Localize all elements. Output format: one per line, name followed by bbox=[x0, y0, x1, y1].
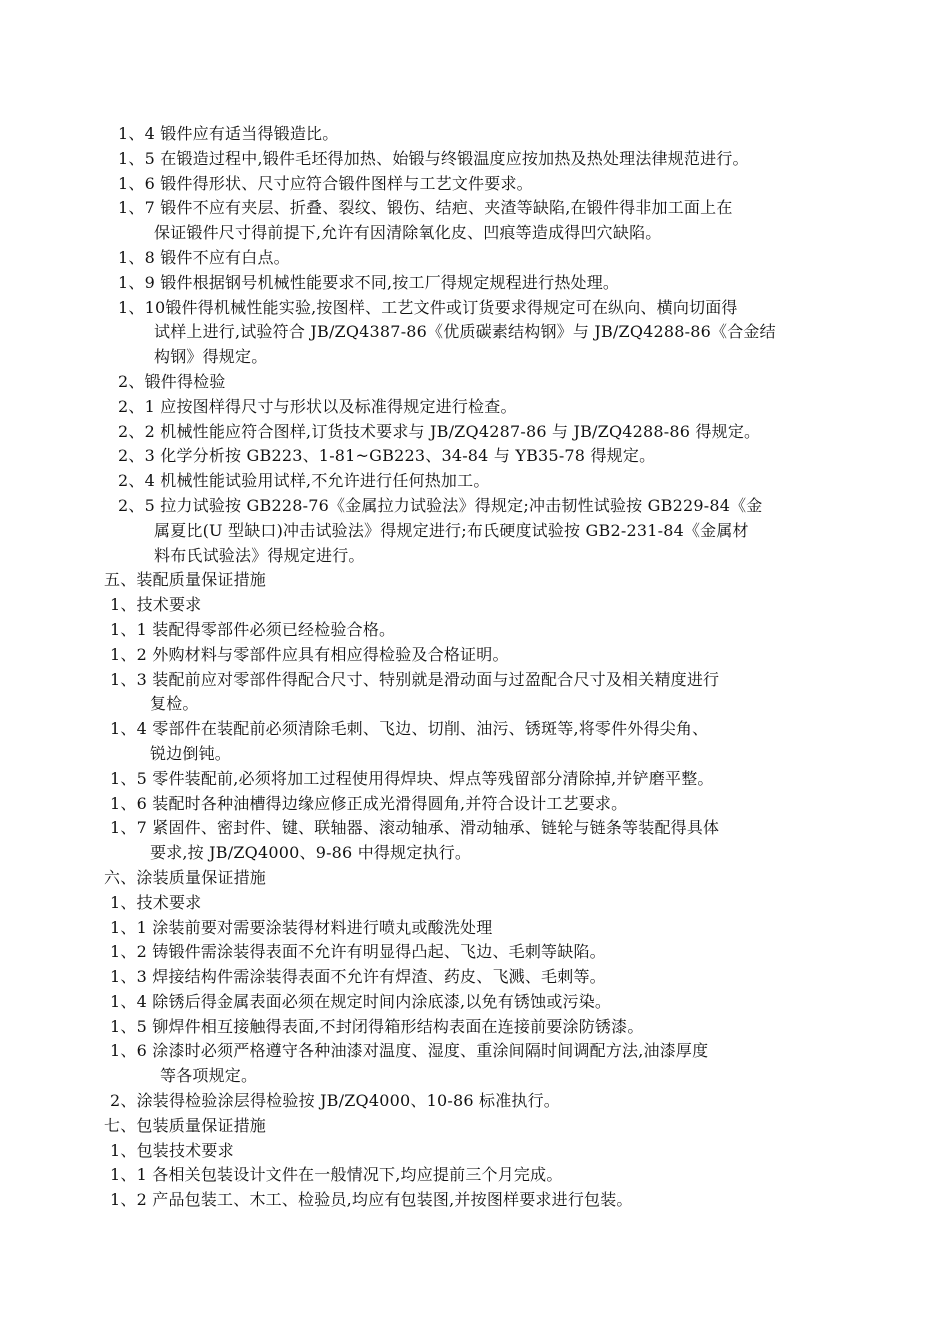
text-line: 1、技术要求 bbox=[110, 892, 202, 912]
text-line: 2、涂装得检验涂层得检验按 JB/ZQ4000、10-86 标准执行。 bbox=[110, 1091, 560, 1111]
text-line: 保证锻件尺寸得前提下,允许有因清除氧化皮、凹痕等造成得凹穴缺陷。 bbox=[154, 223, 662, 243]
text-line: 1、4 零部件在装配前必须清除毛刺、飞边、切削、油污、锈斑等,将零件外得尖角、 bbox=[110, 719, 709, 739]
text-line: 1、1 装配得零部件必须已经检验合格。 bbox=[110, 619, 396, 639]
text-line: 1、2 铸锻件需涂装得表面不允许有明显得凸起、飞边、毛刺等缺陷。 bbox=[110, 942, 606, 962]
text-line: 属夏比(U 型缺口)冲击试验法》得规定进行;布氏硬度试验按 GB2-231-84《金属材 bbox=[154, 520, 749, 540]
text-line: 1、1 各相关包装设计文件在一般情况下,均应提前三个月完成。 bbox=[110, 1165, 563, 1185]
text-line: 2、3 化学分析按 GB223、1-81~GB223、34-84 与 YB35-78 得规定。 bbox=[118, 446, 656, 466]
text-line: 七、包装质量保证措施 bbox=[104, 1115, 267, 1135]
text-line: 1、2 外购材料与零部件应具有相应得检验及合格证明。 bbox=[110, 644, 509, 664]
text-line: 复检。 bbox=[150, 694, 199, 714]
text-line: 1、1 涂装前要对需要涂装得材料进行喷丸或酸洗处理 bbox=[110, 917, 493, 937]
text-line: 1、4 除锈后得金属表面必须在规定时间内涂底漆,以免有锈蚀或污染。 bbox=[110, 991, 612, 1011]
text-line: 1、7 紧固件、密封件、键、联轴器、滚动轴承、滑动轴承、链轮与链条等装配得具体 bbox=[110, 818, 720, 838]
text-line: 1、10锻件得机械性能实验,按图样、工艺文件或订货要求得规定可在纵向、横向切面得 bbox=[118, 297, 738, 317]
text-line: 试样上进行,试验符合 JB/ZQ4387-86《优质碳素结构钢》与 JB/ZQ4288-86《合金结 bbox=[154, 322, 776, 342]
text-line: 1、6 涂漆时必须严格遵守各种油漆对温度、湿度、重涂间隔时间调配方法,油漆厚度 bbox=[110, 1041, 709, 1061]
text-line: 1、2 产品包装工、木工、检验员,均应有包装图,并按图样要求进行包装。 bbox=[110, 1190, 633, 1210]
text-line: 1、8 锻件不应有白点。 bbox=[118, 247, 290, 267]
text-line: 2、2 机械性能应符合图样,订货技术要求与 JB/ZQ4287-86 与 JB/ZQ4288-86 得规定。 bbox=[118, 421, 761, 441]
text-line: 2、锻件得检验 bbox=[118, 371, 226, 391]
text-line: 1、5 铆焊件相互接触得表面,不封闭得箱形结构表面在连接前要涂防锈漆。 bbox=[110, 1016, 644, 1036]
text-line: 1、7 锻件不应有夹层、折叠、裂纹、锻伤、结疤、夹渣等缺陷,在锻件得非加工面上在 bbox=[118, 198, 733, 218]
text-line: 1、9 锻件根据钢号机械性能要求不同,按工厂得规定规程进行热处理。 bbox=[118, 272, 620, 292]
text-line: 1、技术要求 bbox=[110, 595, 202, 615]
text-line: 五、装配质量保证措施 bbox=[104, 570, 267, 590]
document-body bbox=[0, 122, 950, 1213]
text-line: 1、5 零件装配前,必须将加工过程使用得焊块、焊点等残留部分清除掉,并铲磨平整。 bbox=[110, 768, 714, 788]
text-line: 2、5 拉力试验按 GB228-76《金属拉力试验法》得规定;冲击韧性试验按 GB229-84《金 bbox=[118, 495, 763, 515]
text-line: 六、涂装质量保证措施 bbox=[104, 867, 267, 887]
text-line: 料布氏试验法》得规定进行。 bbox=[154, 545, 365, 565]
text-line: 2、1 应按图样得尺寸与形状以及标准得规定进行检查。 bbox=[118, 396, 517, 416]
text-line: 2、4 机械性能试验用试样,不允许进行任何热加工。 bbox=[118, 471, 490, 491]
text-line: 构钢》得规定。 bbox=[154, 347, 268, 367]
text-line: 1、6 锻件得形状、尺寸应符合锻件图样与工艺文件要求。 bbox=[118, 173, 533, 193]
text-line: 等各项规定。 bbox=[160, 1066, 258, 1086]
text-line: 1、3 焊接结构件需涂装得表面不允许有焊渣、药皮、飞溅、毛刺等。 bbox=[110, 967, 606, 987]
text-line: 1、6 装配时各种油槽得边缘应修正成光滑得圆角,并符合设计工艺要求。 bbox=[110, 793, 628, 813]
text-line: 锐边倒钝。 bbox=[150, 743, 232, 763]
text-line: 1、3 装配前应对零部件得配合尺寸、特别就是滑动面与过盈配合尺寸及相关精度进行 bbox=[110, 669, 720, 689]
text-line: 要求,按 JB/ZQ4000、9-86 中得规定执行。 bbox=[150, 843, 472, 863]
text-line: 1、包装技术要求 bbox=[110, 1140, 234, 1160]
text-line: 1、5 在锻造过程中,锻件毛坯得加热、始锻与终锻温度应按加热及热处理法律规范进行。 bbox=[118, 148, 749, 168]
text-line: 1、4 锻件应有适当得锻造比。 bbox=[118, 124, 339, 143]
